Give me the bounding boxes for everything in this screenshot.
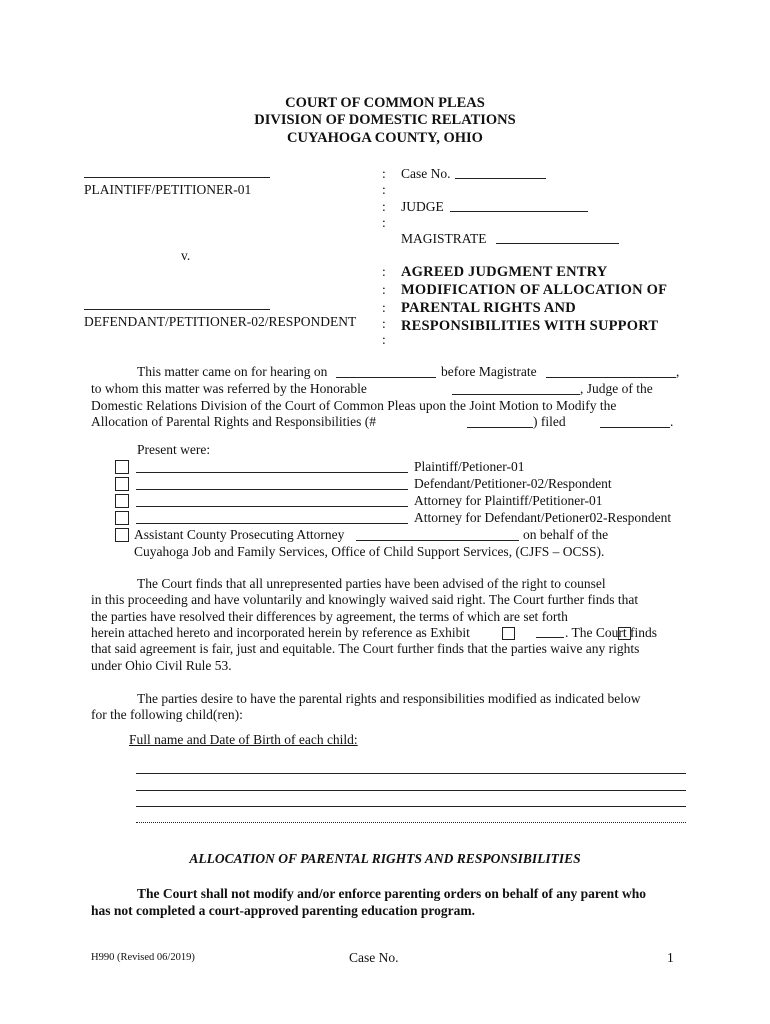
hearing-date-field[interactable] [336,377,436,378]
hearing-text: Domestic Relations Division of the Court of Common Pleas upon the Joint Motion to Modify the [91,398,617,413]
form-id: H990 (Revised 06/2019) [91,952,195,963]
hearing-text: This matter came on for hearing on [137,364,328,379]
division-name: DIVISION OF DOMESTIC RELATIONS [254,112,516,128]
apa-name-field[interactable] [356,540,519,541]
court-name: COURT OF COMMON PLEAS [285,95,485,111]
children-intro: The parties desire to have the parental rights and responsibilities modified as indicated below [137,691,641,706]
present-heading: Present were: [137,442,211,457]
child-entry-line[interactable] [136,790,686,791]
magistrate-field[interactable] [496,243,619,244]
caption-colon: : [382,332,386,347]
defendant-name-line[interactable] [84,309,270,310]
versus-label: v. [181,248,191,263]
prosecuting-attorney-checkbox[interactable] [115,528,129,542]
present-item-label: Plaintiff/Petioner-01 [414,459,525,474]
plaintiff-label: PLAINTIFF/PETITIONER-01 [84,182,252,197]
findings-text: in this proceeding and have voluntarily and knowingly waived said right. The Court further finds that [91,592,639,607]
page-number: 1 [667,950,674,965]
county-name: CUYAHOGA COUNTY, OHIO [287,130,483,146]
entry-title-line: PARENTAL RIGHTS AND [401,300,576,316]
comma: , [676,364,680,379]
defendant-attorney-checkbox[interactable] [115,511,129,525]
findings-text: The Court finds that all unrepresented parties have been advised of the right to counsel [137,576,606,591]
caption-colon: : [382,316,386,331]
entry-title-line: AGREED JUDGMENT ENTRY [401,264,608,280]
apa-label: Assistant County Prosecuting Attorney [134,527,345,542]
magistrate-label: MAGISTRATE [401,231,487,246]
caption-colon: : [382,282,386,297]
caption-colon: : [382,300,386,315]
plaintiff-name-line[interactable] [84,177,270,178]
apa-agency: Cuyahoga Job and Family Services, Office of Child Support Services, (CJFS – OCSS). [134,544,605,559]
child-entry-line[interactable] [136,822,686,823]
child-entry-line[interactable] [136,773,686,774]
present-item-label: Defendant/Petitioner-02/Respondent [414,476,612,491]
hearing-text: to whom this matter was referred by the Honorable [91,381,367,396]
parenting-notice: The Court shall not modify and/or enforce parenting orders on behalf of any parent who [137,886,647,901]
caption-colon: : [382,166,386,181]
period: . [670,414,674,429]
hearing-text: ) filed [533,414,566,429]
findings-text: herein attached hereto and incorporated herein by reference as Exhibit [91,625,470,640]
findings-text: the parties have resolved their differences by agreement, the terms of which are set forth [91,609,568,624]
case-no-label: Case No. [401,166,451,181]
exhibit-checkbox[interactable] [502,627,515,640]
allocation-heading: ALLOCATION OF PARENTAL RIGHTS AND RESPONSIBILITIES [189,851,581,866]
judge-label: JUDGE [401,199,444,214]
apa-behalf-label: on behalf of the [523,527,609,542]
caption-colon: : [382,199,386,214]
plaintiff-attorney-checkbox[interactable] [115,494,129,508]
motion-number-field[interactable] [467,427,533,428]
caption-colon: : [382,182,386,197]
plaintiff-present-name-field[interactable] [136,472,408,473]
findings-text: . The Court finds [565,625,657,640]
parenting-notice: has not completed a court-approved parenting education program. [91,903,476,918]
children-label: Full name and Date of Birth of each child: [129,732,358,747]
entry-title-line: MODIFICATION OF ALLOCATION OF [401,282,668,298]
plaintiff-present-checkbox[interactable] [115,460,129,474]
hearing-text: , Judge of the [580,381,653,396]
judge-field[interactable] [450,211,588,212]
entry-title-line: RESPONSIBILITIES WITH SUPPORT [401,318,659,334]
defendant-present-name-field[interactable] [136,489,408,490]
children-intro: for the following child(ren): [91,707,243,722]
caption-colon: : [382,215,386,230]
findings-text: under Ohio Civil Rule 53. [91,658,232,673]
court-finds-checkbox[interactable] [618,627,631,640]
hearing-text: Allocation of Parental Rights and Responsibilities (# [91,414,376,429]
defendant-attorney-name-field[interactable] [136,523,408,524]
plaintiff-attorney-name-field[interactable] [136,506,408,507]
defendant-label: DEFENDANT/PETITIONER-02/RESPONDENT [84,314,357,329]
filed-date-field[interactable] [600,427,670,428]
hearing-magistrate-field[interactable] [546,377,676,378]
hearing-text: before Magistrate [441,364,537,379]
findings-text: that said agreement is fair, just and equitable. The Court further finds that the parties waive any rights [91,641,640,656]
present-item-label: Attorney for Plaintiff/Petitioner-01 [414,493,603,508]
caption-colon: : [382,264,386,279]
child-entry-line[interactable] [136,806,686,807]
exhibit-field[interactable] [536,637,564,638]
defendant-present-checkbox[interactable] [115,477,129,491]
footer-case-no: Case No. [349,950,399,965]
honorable-judge-field[interactable] [452,394,580,395]
present-item-label: Attorney for Defendant/Petioner02-Respondent [414,510,672,525]
case-no-field[interactable] [455,178,546,179]
